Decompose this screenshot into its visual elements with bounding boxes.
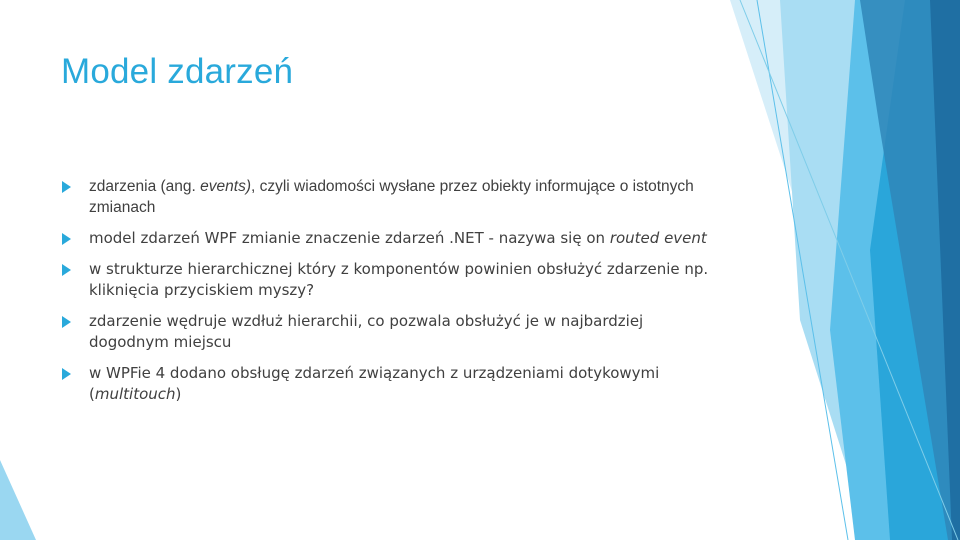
arrow-bullet-icon (62, 316, 71, 328)
arrow-bullet-icon (62, 181, 71, 193)
bullet-text: , czyli wiadomości wysłane przez obiekty informujące o istotnych zmianach (89, 178, 694, 216)
arrow-bullet-icon (62, 233, 71, 245)
bullet-item (62, 176, 722, 218)
bullet-item (62, 311, 722, 353)
bullet-item (62, 228, 722, 249)
slide-title: Model zdarzeń (61, 52, 294, 91)
bullet-text: ) (175, 385, 182, 403)
bullet-text-italic: events) (200, 178, 251, 195)
bullet-text: zdarzenie wędruje wzdłuż hierarchii, co pozwala obsłużyć je w najbardziej dogodnym miejscu (89, 312, 644, 351)
arrow-bullet-icon (62, 264, 71, 276)
bullet-text-italic: routed event (609, 229, 707, 247)
bullet-item (62, 363, 722, 405)
bullet-list (62, 176, 722, 415)
bullet-item (62, 259, 722, 301)
deco-left-triangle (0, 460, 36, 540)
bullet-text: w WPFie 4 dodano obsługę zdarzeń związanych z urządzeniami dotykowymi ( (89, 364, 660, 403)
bullet-text-italic: multitouch (94, 385, 176, 403)
bullet-text: model zdarzeń WPF zmianie znaczenie zdarzeń .NET - nazywa się on (89, 229, 610, 247)
bullet-text: w strukturze hierarchicznej który z komponentów powinien obsłużyć zdarzenie np. kliknięcia przyciskiem myszy? (89, 260, 709, 299)
bullet-text: zdarzenia (ang. (89, 178, 201, 195)
arrow-bullet-icon (62, 368, 71, 380)
